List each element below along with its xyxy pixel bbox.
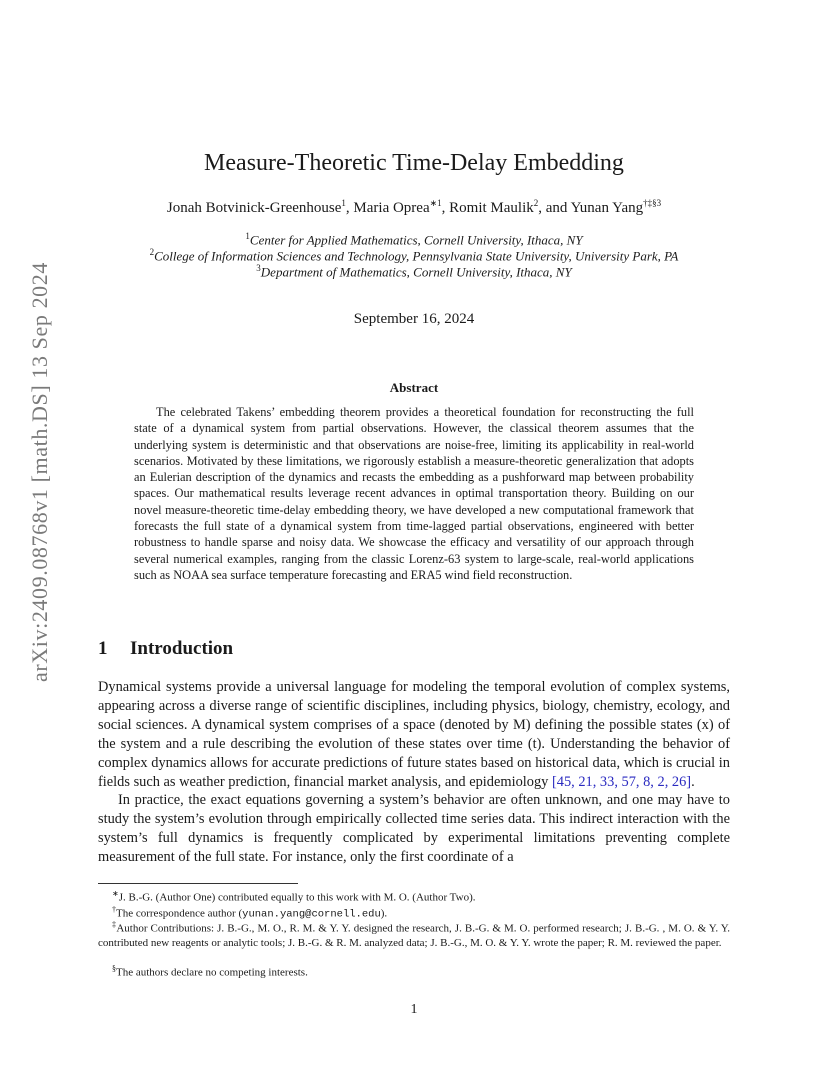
affiliation-number: 3 [256,263,261,273]
affiliation-text: College of Information Sciences and Technology, Pennsylvania State University, University Park, PA [154,248,679,264]
footnote-text: J. B.-G. (Author One) contributed equally to this work with M. O. (Author Two). [118,891,476,904]
publication-date: September 16, 2024 [353,311,475,327]
affiliation [0,231,828,248]
section-number: 1 [98,638,108,659]
author-mark: 2 [533,198,539,208]
author-mark: 1 [341,198,346,208]
paragraph-end: . [691,774,695,790]
affiliation-number: 1 [245,231,250,241]
abstract-heading: Abstract [389,380,439,395]
footnote-text: ). [380,907,388,920]
footnote-text: The authors declare no competing interests. [116,966,308,979]
author-list: Jonah Botvinick-Greenhouse$^1$, Maria Oprea$^{∗1}$, Romit Maulik$^2$, and Yunan Yang$^{\dagger\ddagger\S 3}$ [166,198,662,216]
author-name: Maria Oprea [353,200,430,216]
author-name: Yunan Yang [570,200,644,216]
author-name: Jonah Botvinick-Greenhouse [166,200,342,216]
affiliation [0,263,828,280]
footnote-mark: § [112,964,116,973]
footnote-text: The correspondence author ( [116,907,243,920]
footnote-text: Author Contributions: J. B.-G., M. O., R. M. & Y. Y. designed the research, J. B.-G. & M. O. performed research; J. B.-G. , M. O. & Y. Y. contributed new reagents or analytic tools; J. B.-G. & R. M. analyzed data; J. B.-G., M. O. & Y. Y. wrote the paper; R. M. reviewed the paper. [98,922,731,950]
email-address[interactable]: yunan.yang@cornell.edu [242,908,381,921]
abstract-text: The celebrated Takens’ embedding theorem provides a theoretical foundation for reconstructing the full state of a dynamical system from partial observations. However, the classical theorem assumes that the underlying system is deterministic and that observations are noise-free, limiting its applicability in real-world scenarios. Motivated by these limitations, we rigorously establish a measure-theoretic generalization that adopts an Eulerian description of the dynamics and recasts the embedding as a pushforward map between probability spaces. Our mathematical results leverage recent advances in optimal transportation theory. Building on our novel measure-theoretic time-delay embedding theory, we have developed a new computational framework that forecasts the full state of a dynamical system from time-lagged partial observations, engineered with better robustness to handle sparse and noisy data. We showcase the efficacy and versatility of our approach through several numerical examples, ranging from the classic Lorenz-63 system to large-scale, real-world applications such as NOAA sea surface temperature forecasting and ERA5 wind field reconstruction. [134,405,694,582]
footnote-mark: ∗ [112,889,119,898]
arxiv-identifier: arXiv:2409.08768v1 [math.DS] 13 Sep 2024 [27,262,52,682]
affiliation-text: Department of Mathematics, Cornell University, Ithaca, NY [260,264,572,280]
section-title: Introduction [130,638,234,659]
body-paragraph [98,678,730,792]
affiliation-text: Center for Applied Mathematics, Cornell University, Ithaca, NY [249,232,583,248]
footnote-mark: ‡ [112,920,117,929]
body-paragraph: In practice, the exact equations governing a system’s behavior are often unknown, and one may have to study the system’s evolution through empirically collected time series data. This indirect interaction with the system’s full dynamics is frequently complicated by experimental limitations preventing complete measurement of the full state. For instance, only the first coordinate of a [98,792,730,865]
author-name: Romit Maulik [449,200,534,216]
page-number: 1 [410,1002,418,1017]
footnote-rule [98,883,298,884]
affiliation-number: 2 [149,247,155,257]
arxiv-sidebar-stamp [20,262,60,682]
paper-title: Measure-Theoretic Time-Delay Embedding [204,150,624,176]
footnote [98,962,730,980]
footnote [98,918,730,951]
paragraph-text: Dynamical systems provide a universal language for modeling the temporal evolution of complex systems, appearing across a diverse range of scientific disciplines, including physics, biology, chemistry, ecology, and social sciences. A dynamical system comprises of a space (denoted by M) defining the possible states (x) of the system and a rule describing the evolution of these states over time (t). Understanding the behavior of complex dynamics allows for accurate predictions of future states based on historical data, which is crucial in fields such as weather prediction, financial market analysis, and epidemiology [98,679,730,790]
citation-link[interactable]: [45, 21, 33, 57, 8, 2, 26] [551,774,692,790]
author-mark: ∗1 [429,198,442,208]
footnote-mark: † [112,905,116,914]
author-mark: †‡§3 [643,198,662,208]
author-conjunction: , and [538,200,571,216]
affiliation [0,247,828,264]
section-heading [98,638,233,660]
